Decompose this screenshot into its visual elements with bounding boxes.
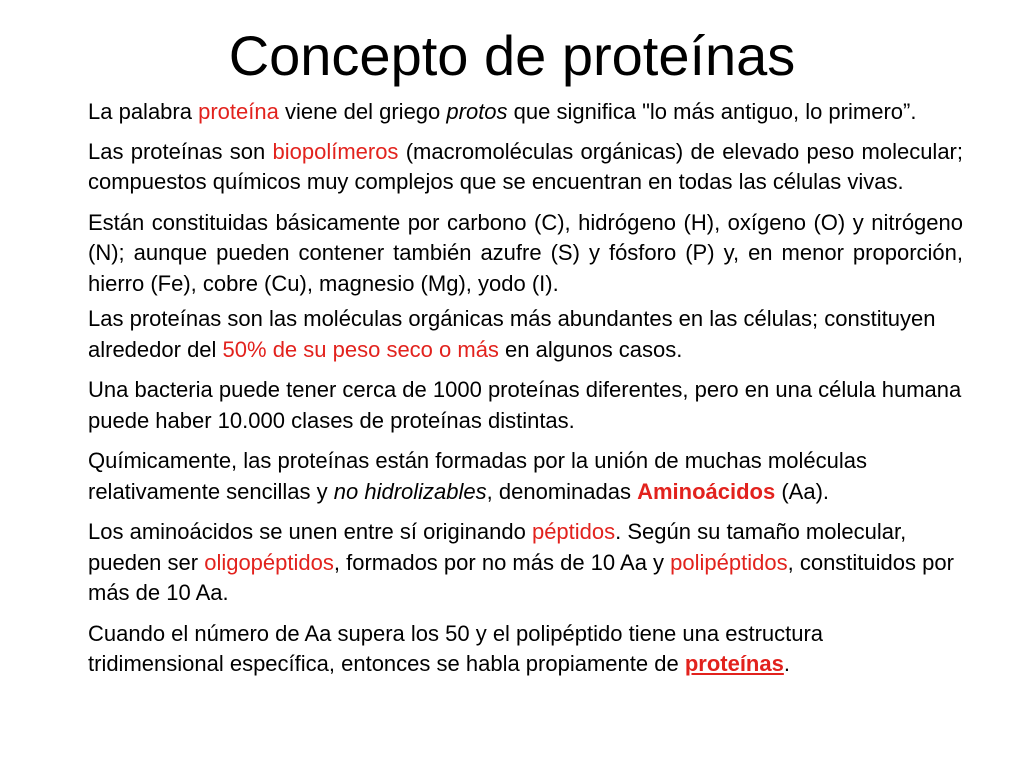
keyword-proteina: proteína xyxy=(198,99,279,124)
text-segment: Están constituidas básicamente por carbono (C), hidrógeno (H), oxígeno (O) y nitrógeno (N); aunque pueden contener también azufre (S) y fósforo (P) y, en menor proporción, hierro (Fe), cobre (Cu), magnesio (Mg), yodo (I). xyxy=(88,209,963,296)
paragraph-count xyxy=(88,375,963,436)
text-segment: en algunos casos. xyxy=(498,336,683,362)
keyword-oligopeptidos: oligopéptidos xyxy=(204,549,334,575)
keyword-aminoacidos: Aminoácidos xyxy=(637,478,776,504)
text-segment: Una bacteria puede tener cerca de 1000 proteínas diferentes, pero en una célula humana puede haber 10.000 clases de proteínas distintas. xyxy=(88,377,962,433)
text-segment: , denominadas xyxy=(486,478,638,504)
text-segment: (macromoléculas orgánicas) de elevado peso molecular; compuestos químicos muy complejos que se encuentran en todas las células vivas. xyxy=(88,138,963,194)
text-segment: Las proteínas son las moléculas orgánicas más abundantes en las células; constituyen alrededor del xyxy=(88,306,936,362)
text-segment: que significa "lo más antiguo, lo primero”. xyxy=(507,99,917,124)
paragraph-chemistry xyxy=(88,446,963,507)
keyword-protos: protos xyxy=(446,99,508,124)
text-segment: viene del griego xyxy=(278,99,447,124)
keyword-biopolimeros: biopolímeros xyxy=(272,138,399,164)
paragraph-peptides xyxy=(88,517,963,609)
text-segment: Químicamente, las proteínas están formadas por la unión de muchas moléculas relativamente sencillas y xyxy=(88,448,867,504)
text-segment: . xyxy=(783,651,790,676)
paragraph-composition xyxy=(88,208,963,300)
keyword-peptidos: péptidos xyxy=(531,519,616,544)
text-segment: , formados por no más de 10 Aa y xyxy=(333,549,671,575)
paragraph-proteins xyxy=(88,619,963,680)
keyword-no-hidrolizables: no hidrolizables xyxy=(333,478,487,504)
text-segment: Cuando el número de Aa supera los 50 y el polipéptido tiene una estructura tridimensional específica, entonces se habla propiamente de xyxy=(88,620,824,676)
slide-body xyxy=(88,97,963,680)
paragraph-abundance xyxy=(88,304,963,365)
text-segment: , constituidos por más de 10 Aa. xyxy=(88,549,954,605)
keyword-proteinas: proteínas xyxy=(684,651,784,676)
text-segment: . Según su tamaño molecular, pueden ser xyxy=(88,519,907,575)
paragraph-etymology xyxy=(88,97,963,128)
text-segment: Los aminoácidos se unen entre sí originando xyxy=(88,519,532,544)
text-segment: Las proteínas son xyxy=(88,138,273,164)
text-segment: (Aa). xyxy=(775,478,830,504)
text-segment: La palabra xyxy=(88,99,199,124)
paragraph-definition xyxy=(88,137,963,198)
keyword-polipeptidos: polipéptidos xyxy=(670,549,788,575)
slide-title: Concepto de proteínas xyxy=(228,24,796,87)
keyword-peso-seco: 50% de su peso seco o más xyxy=(222,336,499,362)
